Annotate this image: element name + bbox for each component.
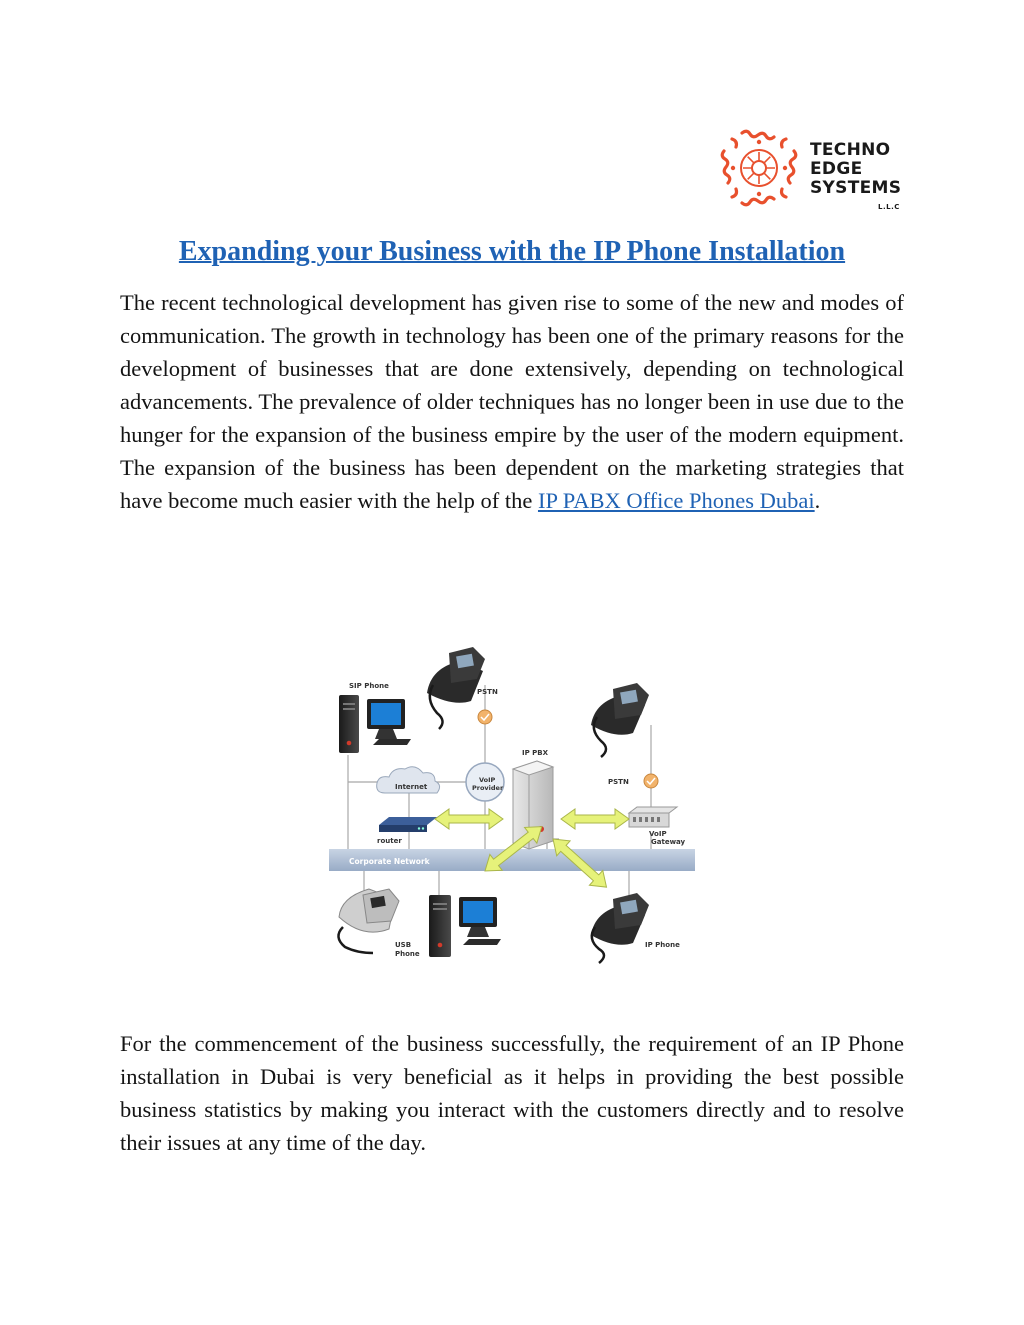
sip-phone-computer-icon (339, 695, 411, 753)
logo-suffix: L.L.C (878, 203, 900, 211)
label-router: router (377, 837, 402, 845)
label-ip-pbx: IP PBX (522, 749, 549, 757)
arrow-pbx-gateway (561, 809, 629, 829)
pstn-top-icon (478, 710, 492, 724)
label-voip-gateway-2: Gateway (651, 838, 686, 846)
label-pstn-right: PSTN (608, 778, 629, 786)
label-voip-gateway-1: VoIP (649, 830, 667, 838)
pstn-right-icon (644, 774, 658, 788)
label-voip-provider-2: Provider (472, 784, 504, 792)
label-usb-phone-2: Phone (395, 950, 420, 958)
logo-line-3: SYSTEMS (810, 178, 902, 198)
ip-pabx-link[interactable]: IP PABX Office Phones Dubai (537, 488, 815, 513)
logo-wordmark (810, 141, 901, 198)
intro-paragraph-end: . (814, 488, 821, 513)
closing-paragraph-text: For the commencement of the business successfully, the requirement of an IP Phone installation in Dubai is very beneficial as it helps in providing the best possible business statistics by making you interact with the customers directly and to resolve their issues at any time of the day. (120, 1031, 904, 1155)
label-voip-provider-1: VoIP (479, 776, 496, 784)
ip-phone-icon (591, 893, 649, 963)
closing-paragraph (120, 1027, 904, 1159)
usb-phone-icon (338, 889, 399, 953)
logo-line-2: EDGE (810, 159, 863, 179)
logo-emblem-icon (718, 127, 800, 209)
label-pstn-top: PSTN (477, 688, 498, 696)
voip-gateway-icon (629, 807, 677, 827)
label-sip-phone: SIP Phone (349, 682, 389, 690)
bottom-computer-icon (429, 895, 501, 957)
page-title (0, 236, 1024, 268)
label-internet: Internet (395, 783, 428, 791)
ip-pbx-network-diagram (329, 645, 695, 965)
company-logo (718, 127, 908, 217)
corporate-network-label: Corporate Network (349, 857, 430, 866)
desk-phone-right-icon (591, 683, 649, 757)
page-title-text: Expanding your Business with the IP Phone Installation (178, 236, 846, 267)
label-ip-phone: IP Phone (645, 941, 680, 949)
arrow-router-pbx (435, 809, 503, 829)
network-diagram-graphic (329, 645, 695, 965)
intro-paragraph-text: The recent technological development has given rise to some of the new and modes of communication. The growth in technology has been one of the primary reasons for the development of businesses that are done extensively, depending on technological advancements. The prevalence of older techniques has no longer been in use due to the hunger for the expansion of the business empire by the user of the modern equipment. The expansion of the business has been dependent on the marketing strategies that have become much easier with the help of the (120, 290, 904, 513)
intro-paragraph (120, 286, 904, 517)
router-icon (379, 817, 437, 832)
label-usb-phone-1: USB (395, 941, 412, 949)
logo-line-1: TECHNO (810, 140, 891, 160)
